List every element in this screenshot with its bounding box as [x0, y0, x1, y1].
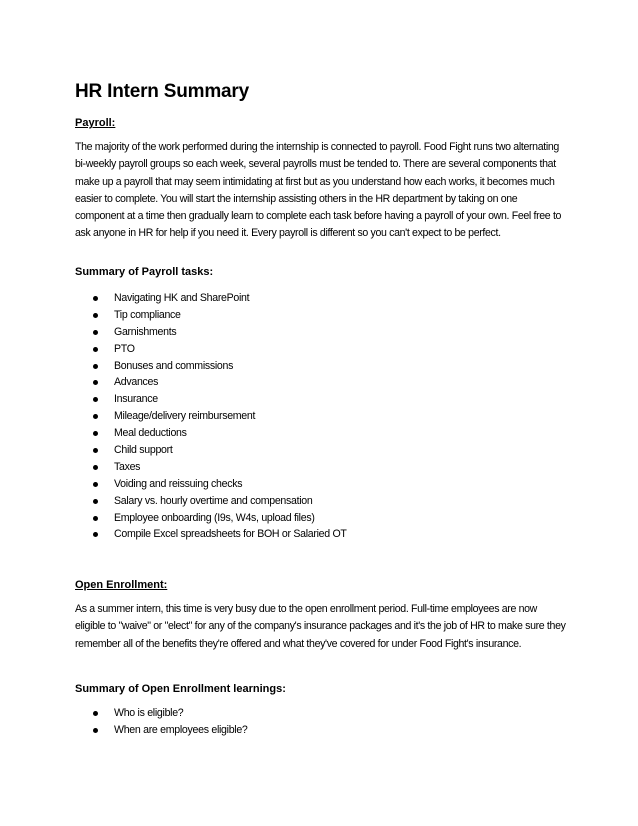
- list-item: Insurance: [93, 391, 347, 408]
- payroll-tasks-list: [93, 290, 347, 543]
- bullet-icon: [93, 414, 98, 419]
- list-item: Mileage/delivery reimbursement: [93, 408, 347, 425]
- list-item: Navigating HK and SharePoint: [93, 290, 347, 307]
- bullet-icon: [93, 482, 98, 487]
- bullet-icon: [93, 397, 98, 402]
- list-item: Advances: [93, 374, 347, 391]
- bullet-icon: [93, 499, 98, 504]
- open-enrollment-learnings-heading: Summary of Open Enrollment learnings:: [75, 683, 286, 695]
- open-enrollment-learnings-list: [93, 705, 248, 739]
- bullet-icon: [93, 448, 98, 453]
- list-item: Compile Excel spreadsheets for BOH or Salaried OT: [93, 526, 347, 543]
- bullet-icon: [93, 516, 98, 521]
- bullet-icon: [93, 431, 98, 436]
- list-item: Employee onboarding (I9s, W4s, upload files): [93, 510, 347, 527]
- document-title: HR Intern Summary: [75, 81, 249, 102]
- list-item: Bonuses and commissions: [93, 358, 347, 375]
- list-item: Garnishments: [93, 324, 347, 341]
- bullet-icon: [93, 380, 98, 385]
- bullet-icon: [93, 364, 98, 369]
- bullet-icon: [93, 465, 98, 470]
- bullet-icon: [93, 296, 98, 301]
- open-enrollment-paragraph: As a summer intern, this time is very busy due to the open enrollment period. Full-time employees are now eligible to "waive" or "elect" for any of the company's insurance packages and it's the job of HR to make sure they remember all of the benefits they're offered and what they've covered for under Food Fight's insurance.: [75, 603, 566, 650]
- list-item: PTO: [93, 341, 347, 358]
- list-item: Child support: [93, 442, 347, 459]
- list-item: When are employees eligible?: [93, 722, 248, 739]
- bullet-icon: [93, 330, 98, 335]
- bullet-icon: [93, 728, 98, 733]
- bullet-icon: [93, 347, 98, 352]
- list-item: Voiding and reissuing checks: [93, 476, 347, 493]
- bullet-icon: [93, 711, 98, 716]
- list-item: Salary vs. hourly overtime and compensation: [93, 493, 347, 510]
- payroll-paragraph: The majority of the work performed during the internship is connected to payroll. Food Fight runs two alternating bi-weekly payroll groups so each week, several payrolls must be tended to. There are several components that make up a payroll that may seem intimidating at first but as you understand how each works, it becomes much easier to complete. You will start the internship assisting others in the HR department by taking on one component at a time then gradually learn to complete each task before having a payroll of your own. Feel free to ask anyone in HR for help if you need it. Every payroll is different so you can't expect to be perfect.: [75, 141, 562, 240]
- list-item: Taxes: [93, 459, 347, 476]
- list-item: Tip compliance: [93, 307, 347, 324]
- list-item: Who is eligible?: [93, 705, 248, 722]
- open-enrollment-heading: Open Enrollment:: [75, 579, 168, 591]
- bullet-icon: [93, 532, 98, 537]
- list-item: Meal deductions: [93, 425, 347, 442]
- payroll-tasks-heading: Summary of Payroll tasks:: [75, 266, 214, 278]
- bullet-icon: [93, 313, 98, 318]
- payroll-heading: Payroll:: [75, 117, 116, 129]
